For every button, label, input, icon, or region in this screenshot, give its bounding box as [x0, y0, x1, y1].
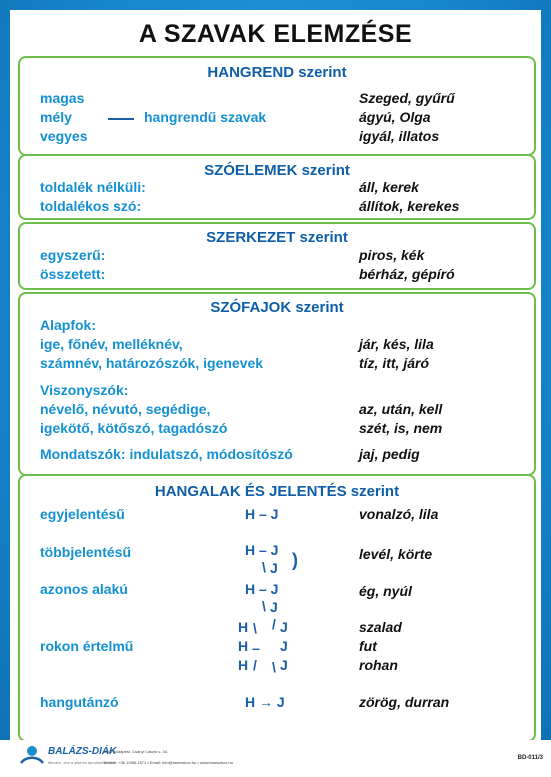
connector-dash: [108, 118, 134, 120]
logo-text: BALÁZS-DIÁK: [48, 746, 117, 757]
label-magas: magas: [40, 90, 85, 106]
example-rokon-ertelmu-2: fut: [359, 638, 377, 654]
label-vegyes: vegyes: [40, 128, 88, 144]
symbol-slash: \: [262, 559, 266, 575]
label-alapfok: Alapfok:: [40, 317, 96, 333]
symbol-h-j: H – J: [245, 542, 279, 558]
example-mondatszok: jaj, pedig: [359, 446, 420, 462]
example-viszony-row-2: szét, is, nem: [359, 420, 443, 436]
poster-title: A SZAVAK ELEMZÉSE: [138, 20, 413, 48]
symbol-j: J: [280, 657, 288, 673]
symbol-slash: \: [253, 620, 257, 636]
example-vegyes: igyál, illatos: [359, 128, 440, 144]
label-osszetett: összetett:: [40, 266, 106, 282]
symbol-h: H: [238, 638, 249, 654]
footer-contact: Telefon: +36 1/986-1571 • Email: info@taneszkoz.hu • www.taneszkoz.hu: [103, 760, 233, 765]
label-viszony-row-2: igekötő, kötőszó, tagadószó: [40, 420, 228, 436]
example-hangutanzo: zörög, durran: [359, 694, 450, 710]
example-rokon-ertelmu-1: szalad: [359, 619, 402, 635]
footer-address: 1043 Budapest, Csányi László u. 34.: [103, 749, 169, 754]
example-magas: Szeged, gyűrű: [359, 90, 455, 106]
example-osszetett: bérház, gépíró: [359, 266, 455, 282]
label-rokon-ertelmu: rokon értelmű: [40, 638, 134, 654]
label-mely: mély: [40, 109, 72, 125]
symbol-slash: \: [262, 598, 266, 614]
section-szoelemek: [18, 154, 536, 220]
example-alapfok-row-1: jár, kés, lila: [359, 336, 434, 352]
symbol-j: J: [270, 599, 278, 615]
label-egyjelentesu: egyjelentésű: [40, 506, 125, 522]
example-rokon-ertelmu-3: rohan: [359, 657, 398, 673]
label-hangutanzo: hangutánzó: [40, 694, 119, 710]
poster-paper: [10, 10, 541, 740]
example-viszony-row-1: az, után, kell: [359, 401, 443, 417]
symbol-h-j: H – J: [245, 506, 279, 522]
symbol-slash: \: [272, 659, 276, 675]
label-toldalekos-szo: toldalékos szó:: [40, 198, 142, 214]
symbol-h: H: [238, 657, 249, 673]
example-alapfok-row-2: tíz, itt, járó: [359, 355, 429, 371]
example-egyszeru: piros, kék: [359, 247, 425, 263]
symbol-slash: /: [253, 657, 257, 673]
symbol-h-arrow-j: H → J: [245, 694, 285, 710]
section-title-szerkezet: SZERKEZET szerint: [206, 229, 348, 246]
example-tobbjelentesu: levél, körte: [359, 546, 433, 562]
example-toldalekos-szo: állítok, kerekes: [359, 198, 460, 214]
example-egyjelentesu: vonalzó, lila: [359, 506, 439, 522]
section-title-szoelemek: SZÓELEMEK szerint: [204, 162, 350, 179]
label-hangrendu-szavak: hangrendű szavak: [144, 109, 267, 125]
label-alapfok-row-1: ige, főnév, melléknév,: [40, 336, 183, 352]
section-title-hangrend: HANGREND szerint: [207, 64, 347, 81]
footer: [0, 740, 551, 777]
label-azonos-alaku: azonos alakú: [40, 581, 128, 597]
example-mely: ágyú, Olga: [359, 109, 431, 125]
section-hangrend: [18, 56, 536, 156]
symbol-j: J: [280, 619, 288, 635]
symbol-dash: –: [252, 640, 260, 656]
label-viszonyszok: Viszonyszók:: [40, 382, 129, 398]
logo-slogan: Minden, ami a sikeres tanuláshoz kell!: [48, 760, 116, 765]
label-viszony-row-1: névelő, névutó, segédige,: [40, 401, 211, 417]
label-tobbjelentesu: többjelentésű: [40, 544, 132, 560]
symbol-bracket: ): [292, 550, 298, 570]
symbol-j: J: [270, 560, 278, 576]
section-hangalak: [18, 474, 536, 742]
label-alapfok-row-2: számnév, határozószók, igenevek: [40, 355, 264, 371]
section-title-szofajok: SZÓFAJOK szerint: [210, 299, 344, 316]
example-toldalek-nelkuli: áll, kerek: [359, 179, 419, 195]
balazs-diak-logo-icon: [18, 743, 46, 765]
symbol-h: H: [238, 619, 249, 635]
example-azonos-alaku: ég, nyúl: [359, 583, 412, 599]
symbol-h-j: H – J: [245, 581, 279, 597]
product-code: BD-011/3: [517, 755, 543, 761]
section-szofajok: [18, 292, 536, 476]
symbol-j: J: [280, 638, 288, 654]
section-title-hangalak: HANGALAK ÉS JELENTÉS szerint: [154, 483, 400, 500]
label-egyszeru: egyszerű:: [40, 247, 106, 263]
label-toldalek-nelkuli: toldalék nélküli:: [40, 179, 146, 195]
section-szerkezet: [18, 222, 536, 290]
symbol-slash: /: [272, 616, 276, 632]
label-mondatszok: Mondatszók: indulatszó, módosítószó: [40, 446, 293, 462]
